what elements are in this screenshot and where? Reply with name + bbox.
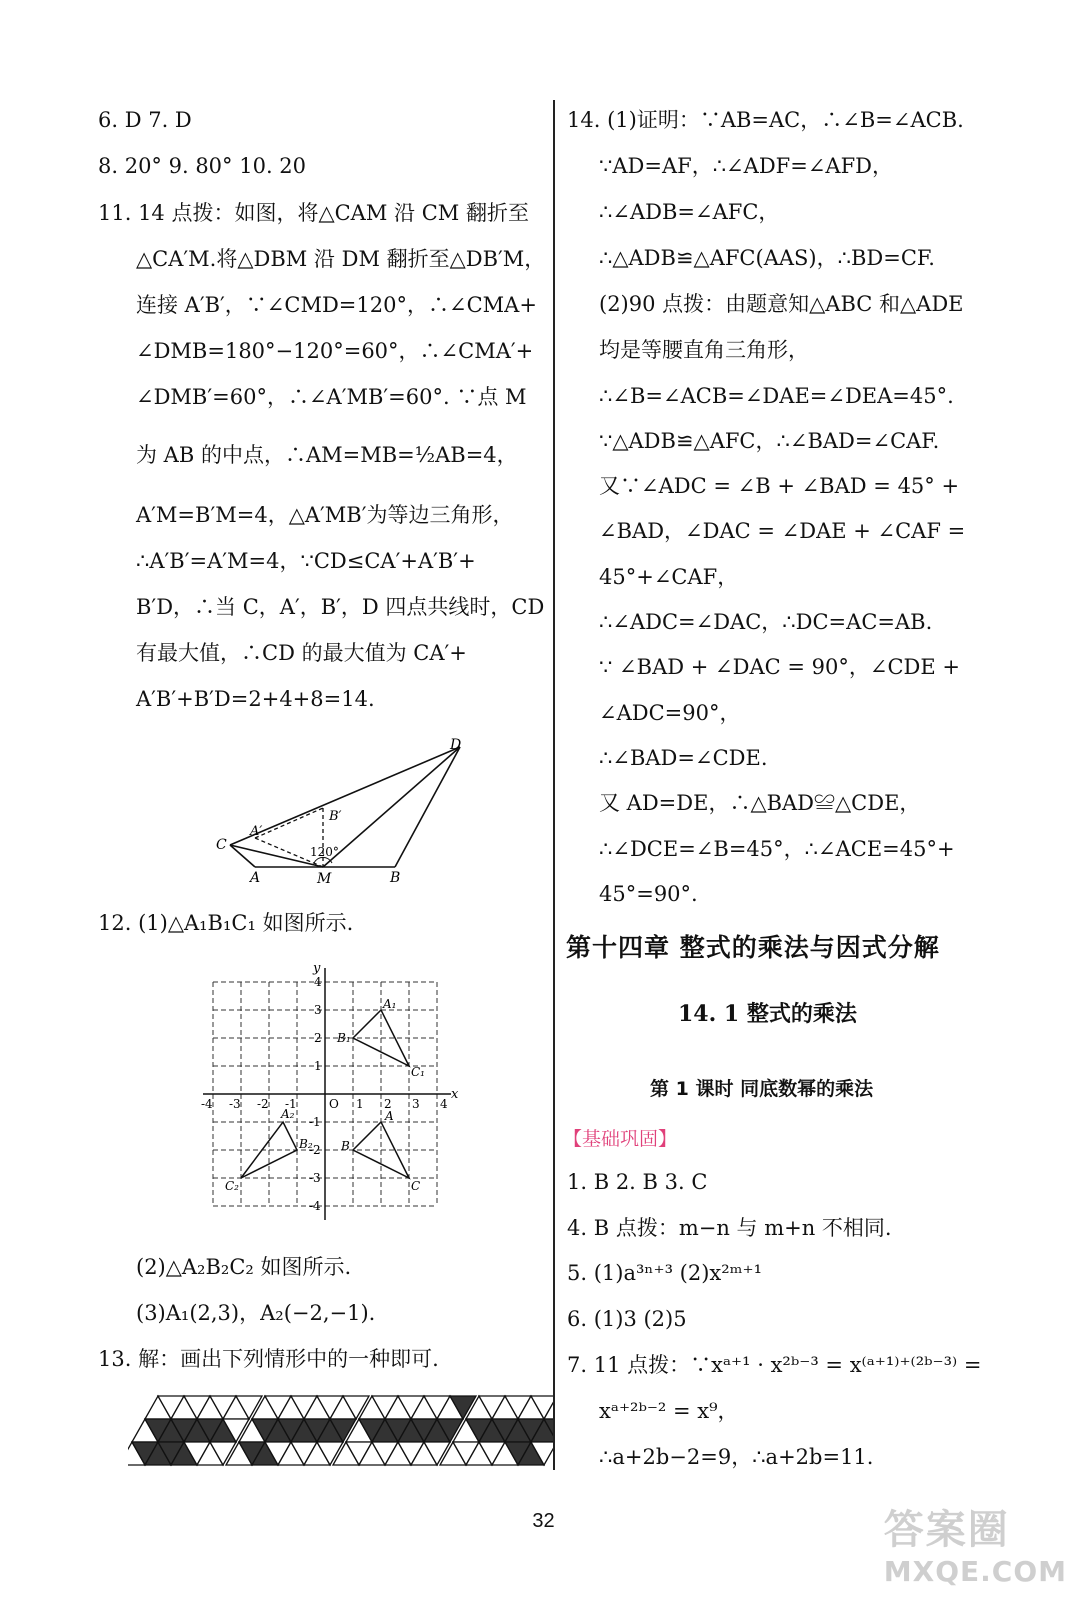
left-lines-line: A′B′+B′D=2+4+8=14. <box>136 687 375 711</box>
right-lines-line: 均是等腰直角三角形， <box>599 338 809 362</box>
x-tick-label: -2 <box>257 1097 269 1111</box>
label-angle: 120° <box>310 845 339 859</box>
figure-13-triangle-tilings <box>128 1392 553 1472</box>
left-lines-line: B′D，∴当 C，A′，B′，D 四点共线时，CD <box>136 595 545 619</box>
x-tick-label: 3 <box>412 1097 420 1111</box>
left-lines-line: (3)A₁(2,3)，A₂(−2,−1). <box>136 1301 376 1325</box>
line-cd <box>230 747 460 845</box>
svg-text:A₁: A₁ <box>383 997 397 1011</box>
right-lines-line: ∴∠DCE=∠B=45°，∴∠ACE=45°+ <box>599 837 955 861</box>
right-lines-line: ∴∠BAD=∠CDE. <box>599 746 768 770</box>
y-tick-label: 1 <box>314 1059 322 1073</box>
left-lines-line: A′M=B′M=4，△A′MB′为等边三角形， <box>136 503 514 527</box>
right-lines-line: 45°+∠CAF， <box>599 565 739 589</box>
basic-consolidation-tag: 【基础巩固】 <box>563 1128 678 1150</box>
right-lines-line: 1. B 2. B 3. C <box>567 1170 708 1194</box>
x-tick-label: -1 <box>285 1097 297 1111</box>
right-lines-line: xᵃ⁺²ᵇ⁻² = x⁹， <box>599 1399 739 1423</box>
label-d: D <box>450 737 462 753</box>
label-b: B <box>390 870 401 885</box>
y-tick-label: -3 <box>309 1171 321 1185</box>
svg-text:B₂: B₂ <box>299 1137 313 1151</box>
section-title: 14. 1 整式的乘法 <box>678 1001 857 1027</box>
left-lines-line: 13. 解：画出下列情形中的一种即可. <box>98 1347 439 1371</box>
right-lines-line: 4. B 点拨：m−n 与 m+n 不相同. <box>567 1216 892 1240</box>
right-lines-line: 6. (1)3 (2)5 <box>567 1307 687 1331</box>
y-tick-label: -2 <box>309 1143 321 1157</box>
svg-text:A₂: A₂ <box>281 1107 295 1121</box>
line-bd <box>395 747 460 867</box>
figure-11-triangle-diagram <box>210 735 470 885</box>
left-lines-line: 12. (1)△A₁B₁C₁ 如图所示. <box>98 911 354 935</box>
left-lines-line: 8. 20° 9. 80° 10. 20 <box>98 154 307 178</box>
svg-text:C: C <box>411 1179 421 1193</box>
svg-text:x: x <box>451 1087 459 1102</box>
left-lines-line: ∴A′B′=A′M=4，∵CD≤CA′+A′B′+ <box>136 549 476 573</box>
x-tick-label: O <box>329 1097 339 1111</box>
left-lines-line: ∠DMB=180°−120°=60°，∴∠CMA′+ <box>136 339 534 363</box>
left-lines-line: 连接 A′B′，∵∠CMD=120°，∴∠CMA+ <box>136 293 537 317</box>
svg-text:C₁: C₁ <box>411 1065 425 1079</box>
right-lines-line: ∴a+2b−2=9，∴a+2b=11. <box>599 1445 874 1469</box>
right-lines-line: 45°=90°. <box>599 882 698 906</box>
label-a: A <box>250 870 261 885</box>
page-number: 32 <box>532 1510 555 1532</box>
figure-12-coordinate-grid <box>200 958 480 1233</box>
left-lines-line: 有最大值，∴CD 的最大值为 CA′+ <box>136 641 467 665</box>
right-lines-line: ∠ADC=90°， <box>599 701 741 725</box>
label-m: M <box>317 871 332 885</box>
right-lines-line: ∴△ADB≌△AFC(AAS)，∴BD=CF. <box>599 246 935 270</box>
right-lines-line: ∴∠ADC=∠DAC，∴DC=AC=AB. <box>599 610 933 634</box>
right-lines-line: 又∵∠ADC = ∠B + ∠BAD = 45° + <box>599 474 960 498</box>
y-tick-label: 2 <box>314 1031 322 1045</box>
right-lines-line: 14. (1)证明：∵AB=AC，∴∠B=∠ACB. <box>567 108 964 132</box>
left-lines-line: 为 AB 的中点，∴AM=MB=½AB=4， <box>136 443 518 467</box>
svg-text:A: A <box>385 1109 394 1123</box>
right-lines-line: ∴∠B=∠ACB=∠DAE=∠DEA=45°. <box>599 384 954 408</box>
right-lines-line: 又 AD=DE，∴△BAD≌△CDE， <box>599 791 921 815</box>
svg-text:B₁: B₁ <box>337 1031 351 1045</box>
left-lines-line: 6. D 7. D <box>98 108 192 132</box>
watermark-logo: 答案圈 MXQE.COM <box>883 1507 1067 1588</box>
lesson-title: 第 1 课时 同底数幂的乘法 <box>650 1078 874 1100</box>
right-lines-line: ∴∠ADB=∠AFC， <box>599 200 780 224</box>
x-tick-label: 1 <box>356 1097 364 1111</box>
y-tick-label: 4 <box>314 975 322 989</box>
right-lines-line: ∵AD=AF，∴∠ADF=∠AFD， <box>599 154 893 178</box>
label-b-prime: B′ <box>329 809 342 824</box>
left-lines-line: ∠DMB′=60°，∴∠A′MB′=60°. ∵点 M <box>136 385 527 409</box>
right-lines-line: ∵ ∠BAD + ∠DAC = 90°，∠CDE + <box>599 655 960 679</box>
svg-text:C₂: C₂ <box>225 1179 239 1193</box>
right-lines-line: 7. 11 点拨：∵xᵃ⁺¹ · x²ᵇ⁻³ = x⁽ᵃ⁺¹⁾⁺⁽²ᵇ⁻³⁾ = <box>567 1353 982 1377</box>
right-lines-line: 5. (1)a³ⁿ⁺³ (2)x²ᵐ⁺¹ <box>567 1261 763 1285</box>
svg-text:B: B <box>341 1139 350 1153</box>
label-c: C <box>216 837 227 853</box>
left-lines-line: (2)△A₂B₂C₂ 如图所示. <box>136 1255 352 1279</box>
chapter-title: 第十四章 整式的乘法与因式分解 <box>566 933 940 962</box>
x-tick-label: 2 <box>384 1097 392 1111</box>
y-tick-label: -1 <box>309 1115 321 1129</box>
column-divider <box>553 100 555 1470</box>
right-lines-line: ∵△ADB≌△AFC，∴∠BAD=∠CAF. <box>599 429 940 453</box>
right-lines-line: ∠BAD，∠DAC = ∠DAE + ∠CAF = <box>599 519 966 543</box>
left-lines-line: △CA′M.将△DBM 沿 DM 翻折至△DB′M， <box>136 247 546 271</box>
label-a-prime: A′ <box>250 824 263 839</box>
dash-a1b1 <box>255 808 323 838</box>
line-md <box>323 747 460 867</box>
y-tick-label: 3 <box>314 1003 322 1017</box>
x-tick-label: -3 <box>229 1097 241 1111</box>
left-lines-line: 11. 14 点拨：如图，将△CAM 沿 CM 翻折至 <box>98 201 529 225</box>
y-tick-label: -4 <box>309 1199 321 1213</box>
svg-text:y: y <box>313 961 321 976</box>
x-tick-label: 4 <box>440 1097 448 1111</box>
right-lines-line: (2)90 点拨：由题意知△ABC 和△ADE <box>599 292 964 316</box>
x-tick-label: -4 <box>201 1097 213 1111</box>
